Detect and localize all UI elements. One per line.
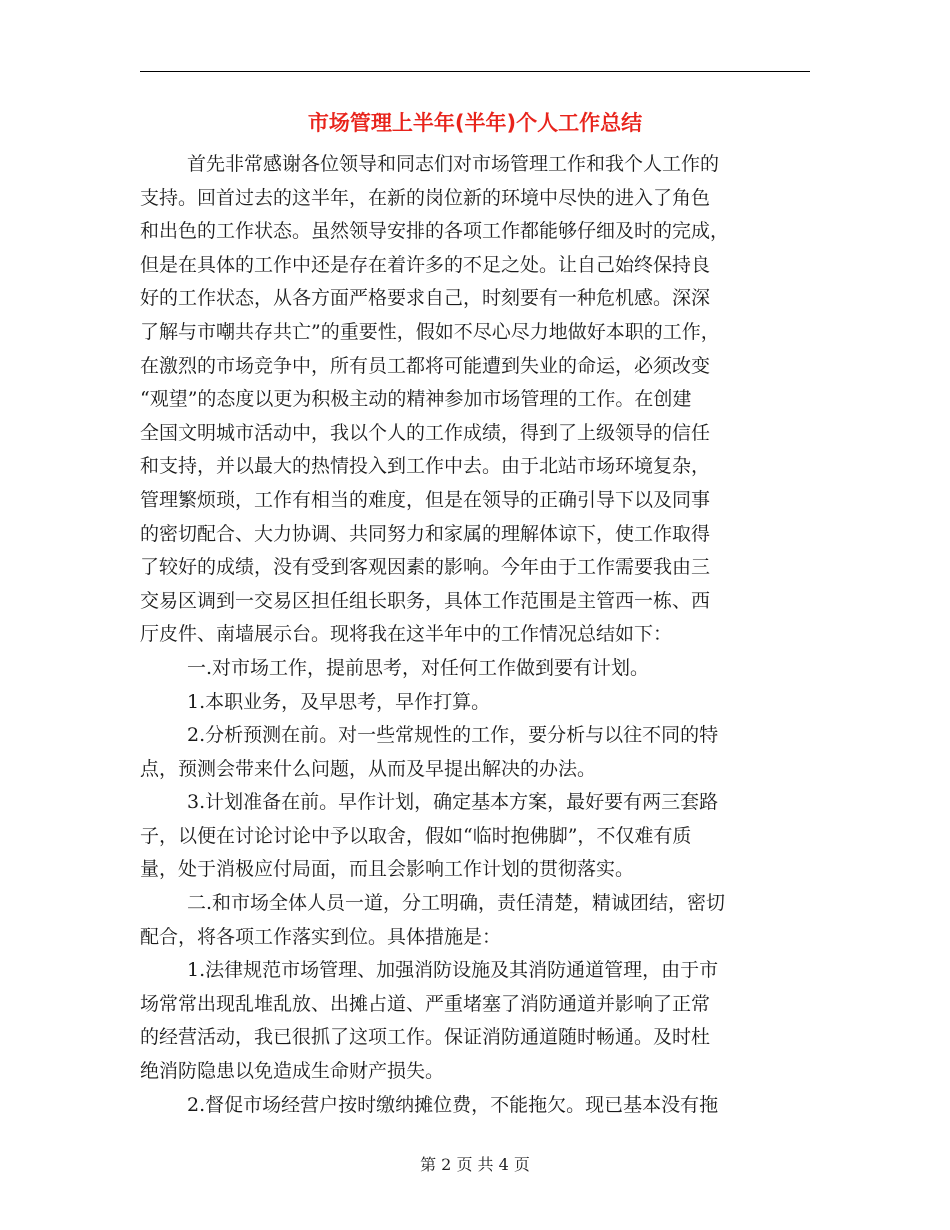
text-line: 管理繁烦琐，工作有相当的难度，但是在领导的正确引导下以及同事: [140, 488, 711, 511]
text-line: 但是在具体的工作中还是存在着许多的不足之处。让自己始终保持良: [140, 253, 711, 276]
text-line: 支持。回首过去的这半年，在新的岗位新的环境中尽快的进入了角色: [140, 186, 711, 209]
text-line: 3.计划准备在前。早作计划，确定基本方案，最好要有两三套路: [187, 791, 719, 814]
text-line: 了解与市嘲共存共亡”的重要性，假如不尽心尽力地做好本职的工作，: [140, 320, 720, 343]
text-line: 和出色的工作状态。虽然领导安排的各项工作都能够仔细及时的完成，: [140, 220, 730, 243]
text-line: 绝消防隐患以免造成生命财产损失。: [140, 1060, 445, 1083]
text-line: “观望”的态度以更为积极主动的精神参加市场管理的工作。在创建: [140, 388, 692, 411]
text-line: 点，预测会带来什么问题，从而及早提出解决的办法。: [140, 757, 597, 780]
text-line: 好的工作状态，从各方面严格要求自己，时刻要有一种危机感。深深: [140, 287, 711, 310]
text-line: 首先非常感谢各位领导和同志们对市场管理工作和我个人工作的: [187, 153, 720, 175]
text-line: 全国文明城市活动中，我以个人的工作成绩，得到了上级领导的信任: [140, 421, 711, 444]
text-line: 子，以便在讨论讨论中予以取舍，假如“临时抱佛脚”，不仅难有质: [140, 824, 692, 847]
section-heading: 一.对市场工作，提前思考，对任何工作做到要有计划。: [187, 656, 650, 679]
text-line: 厅皮件、南墙展示台。现将我在这半年中的工作情况总结如下：: [140, 623, 673, 646]
text-line: 配合，将各项工作落实到位。具体措施是：: [140, 925, 502, 948]
text-line: 量，处于消极应付局面，而且会影响工作计划的贯彻落实。: [140, 858, 635, 881]
page-footer: 第 2 页 共 4 页: [420, 1155, 530, 1174]
text-line: 1.法律规范市场管理、加强消防设施及其消防通道管理，由于市: [187, 959, 719, 982]
text-line: 的密切配合、大力协调、共同努力和家属的理解体谅下，使工作取得: [140, 522, 711, 545]
text-line: 1.本职业务，及早思考，早作打算。: [187, 690, 491, 713]
document-body: [140, 148, 810, 1122]
section-heading: 二.和市场全体人员一道，分工明确，责任清楚，精诚团结，密切: [187, 892, 726, 915]
document-title: 市场管理上半年(半年)个人工作总结: [307, 111, 643, 135]
text-line: 的经营活动，我已很抓了这项工作。保证消防通道随时畅通。及时杜: [140, 1026, 711, 1049]
text-line: 和支持，并以最大的热情投入到工作中去。由于北站市场环境复杂，: [140, 455, 711, 478]
text-line: 2.分析预测在前。对一些常规性的工作，要分析与以往不同的特: [187, 724, 719, 747]
text-line: 在激烈的市场竞争中，所有员工都将可能遭到失业的命运，必须改变: [140, 354, 711, 377]
header-rule: [140, 71, 810, 72]
text-line: 2.督促市场经营户按时缴纳摊位费，不能拖欠。现已基本没有拖: [187, 1093, 719, 1116]
text-line: 了较好的成绩，没有受到客观因素的影响。今年由于工作需要我由三: [140, 556, 711, 579]
text-line: 交易区调到一交易区担任组长职务，具体工作范围是主管西一栋、西: [140, 589, 711, 612]
text-line: 场常常出现乱堆乱放、出摊占道、严重堵塞了消防通道并影响了正常: [140, 992, 711, 1015]
